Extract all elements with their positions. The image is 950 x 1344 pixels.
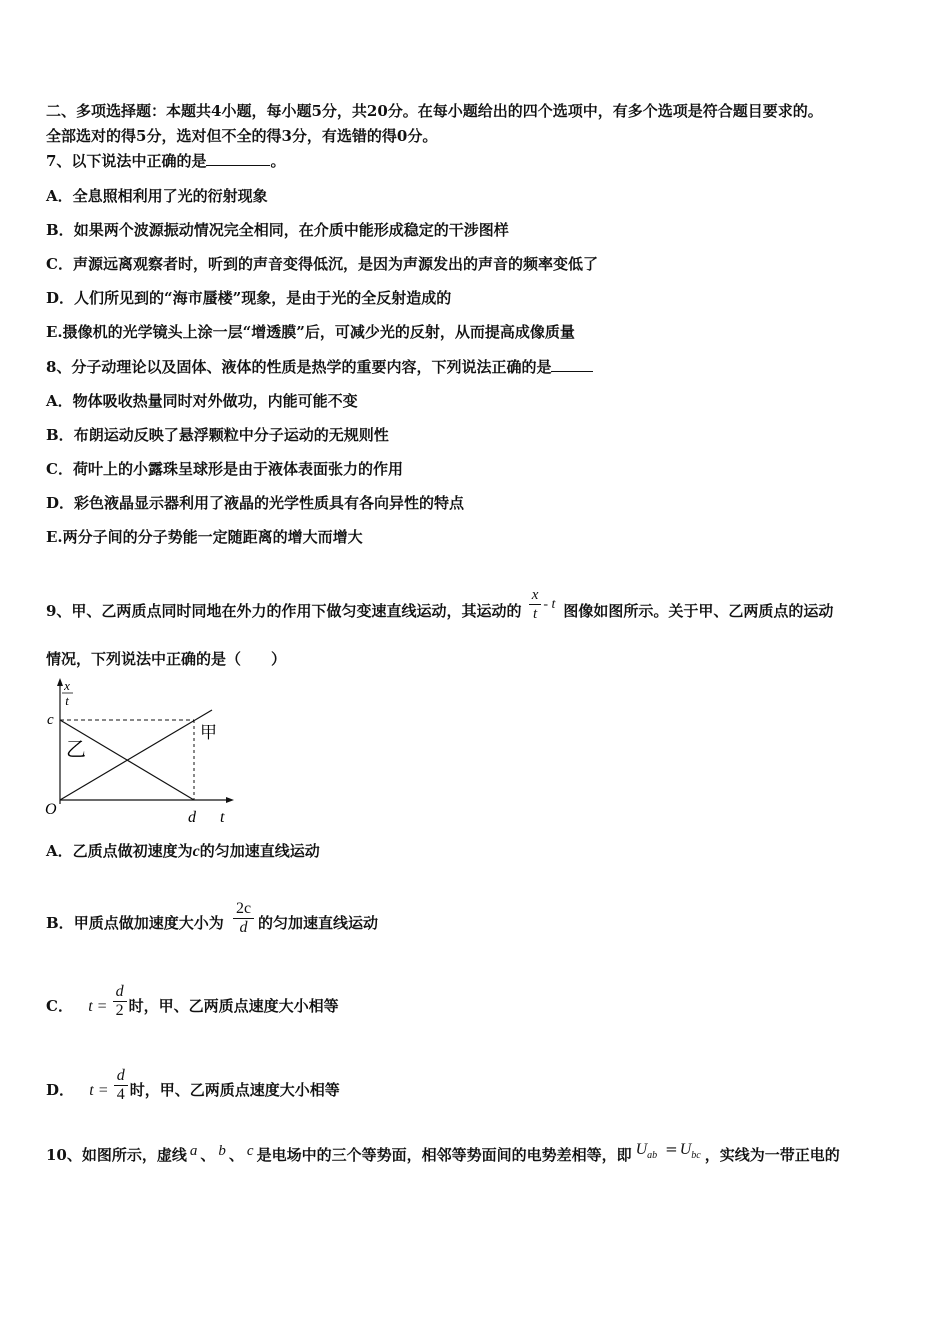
q8-stem-text: 8、分子动理论以及固体、液体的性质是热学的重要内容，下列说法正确的是	[46, 358, 552, 376]
option-text: 摄像机的光学镜头上涂一层“增透膜”后，可减少光的反射，从而提高成像质量	[62, 323, 575, 341]
option-letter: D．	[46, 1081, 75, 1099]
option-text: 彩色液晶显示器利用了液晶的光学性质具有各向异性的特点	[74, 494, 465, 512]
option-letter: A．	[46, 842, 73, 860]
q8-answer-blank	[551, 357, 593, 372]
section-header-line1: 二、多项选择题：本题共4小题，每小题5分，共20分。在每小题给出的四个选项中，有多个选项是符合题目要求的。	[46, 102, 823, 120]
option-lhs: t =	[89, 1082, 109, 1099]
q8-option-c	[46, 459, 403, 479]
option-text: 声源远离观察者时，听到的声音变得低沉，是因为声源发出的声音的频率变低了	[72, 255, 598, 273]
option-text-pre: 乙质点做初速度为	[72, 842, 193, 860]
q8-option-d	[46, 493, 464, 513]
y-axis-label-den: t	[65, 693, 69, 708]
q8-stem	[46, 357, 593, 377]
option-letter: E.	[46, 323, 63, 341]
fraction-denominator: d	[239, 919, 248, 936]
q7-option-c	[46, 254, 598, 274]
option-math-c: c	[192, 843, 200, 860]
q9-stem-post: 图像如图所示。关于甲、乙两质点的运动	[563, 602, 834, 620]
q10-u1-sub: ab	[647, 1150, 658, 1161]
q7-option-b	[46, 220, 509, 240]
option-c-fraction	[113, 983, 127, 1020]
q10-sep: 、	[228, 1146, 244, 1164]
q9-option-b	[46, 900, 378, 937]
q7-stem-text: 7、以下说法中正确的是	[46, 152, 207, 170]
q10-var-a: a	[189, 1143, 198, 1159]
q8-option-a	[46, 391, 358, 411]
q10-u2-sub: bc	[691, 1150, 701, 1161]
option-text: 布朗运动反映了悬浮颗粒中分子运动的无规则性	[73, 426, 389, 444]
q9-stem-frac-tail: - t	[543, 597, 556, 612]
label-jia: 甲	[200, 723, 217, 743]
q10-stem-mid: 是电场中的三个等势面，相邻等势面间的电势差相等，即	[256, 1146, 632, 1164]
label-yi: 乙	[66, 737, 86, 761]
section-header-line2: 全部选对的得5分，选对但不全的得3分，有选错的得0分。	[46, 127, 438, 145]
x-axis-arrow-icon	[226, 797, 234, 803]
label-c: c	[47, 712, 54, 728]
option-text: 两分子间的分子势能一定随距离的增大而增大	[62, 528, 363, 546]
q9-stem-fraction	[529, 586, 542, 623]
option-letter: D．	[46, 289, 75, 307]
q10-eq-sign: =	[665, 1140, 678, 1158]
option-text-pre: 甲质点做加速度大小为	[73, 914, 224, 932]
option-letter: C．	[46, 460, 73, 478]
q10-u1: U	[635, 1141, 648, 1158]
q10-stem-pre: 10、如图所示，虚线	[46, 1146, 187, 1164]
q10-stem-post: ，实线为一带正电的	[704, 1146, 840, 1164]
option-text-post: 时，甲、乙两质点速度大小相等	[128, 997, 339, 1015]
q9-option-c	[46, 983, 339, 1020]
fraction-numerator: d	[114, 1067, 128, 1086]
q7-option-d	[46, 288, 451, 308]
q9-stem-pre: 9、甲、乙两质点同时同地在外力的作用下做匀变速直线运动，其运动的	[46, 602, 522, 620]
y-axis-arrow-icon	[57, 678, 63, 686]
q7-stem	[46, 151, 285, 171]
q8-option-e	[46, 527, 363, 547]
fraction-numerator: x	[529, 586, 542, 605]
q10-sep: 、	[200, 1146, 216, 1164]
q9-stem-line2: 情况，下列说法中正确的是（ ）	[46, 650, 287, 668]
option-letter: E.	[46, 528, 63, 546]
option-text-post: 时，甲、乙两质点速度大小相等	[129, 1081, 340, 1099]
option-letter: B．	[46, 426, 74, 444]
q9-xt-graph	[42, 676, 242, 828]
q10-u2: U	[679, 1141, 692, 1158]
q7-stem-end: 。	[270, 152, 286, 170]
q7-option-a	[46, 186, 268, 206]
q8-option-b	[46, 425, 389, 445]
option-b-fraction	[233, 900, 254, 937]
option-letter: B．	[46, 221, 74, 239]
option-text: 荷叶上的小露珠呈球形是由于液体表面张力的作用	[72, 460, 403, 478]
y-axis-label-num: x	[64, 678, 70, 693]
q10-var-b: b	[218, 1143, 226, 1159]
label-d: d	[188, 809, 196, 826]
q7-answer-blank	[206, 151, 270, 166]
label-origin: O	[45, 801, 57, 818]
option-letter: D．	[46, 494, 75, 512]
option-letter: B．	[46, 914, 74, 932]
fraction-numerator: d	[113, 983, 127, 1002]
q7-option-e	[46, 322, 575, 342]
option-letter: C．	[46, 255, 73, 273]
q9-option-d	[46, 1067, 340, 1104]
option-letter: A．	[46, 392, 73, 410]
option-text: 物体吸收热量同时对外做功，内能可能不变	[72, 392, 358, 410]
option-text-post: 的匀加速直线运动	[199, 842, 320, 860]
q10-equation	[635, 1140, 701, 1161]
fraction-numerator: 2c	[233, 900, 254, 919]
q10-var-c: c	[246, 1143, 254, 1159]
option-letter: A．	[46, 187, 73, 205]
option-text: 人们所见到的“海市蜃楼”现象，是由于光的全反射造成的	[74, 289, 452, 307]
option-text: 全息照相利用了光的衍射现象	[72, 187, 268, 205]
fraction-denominator: t	[532, 606, 538, 622]
label-t: t	[220, 809, 225, 826]
fraction-denominator: 2	[115, 1002, 124, 1019]
option-letter: C．	[46, 997, 73, 1015]
option-d-fraction	[114, 1067, 128, 1104]
option-lhs: t =	[88, 998, 108, 1015]
q10-stem	[46, 1139, 840, 1166]
fraction-denominator: 4	[116, 1086, 125, 1103]
q9-option-a	[46, 841, 320, 862]
option-text-post: 的匀加速直线运动	[258, 914, 379, 932]
option-text: 如果两个波源振动情况完全相同，在介质中能形成稳定的干涉图样	[73, 221, 509, 239]
q9-stem	[46, 586, 833, 623]
